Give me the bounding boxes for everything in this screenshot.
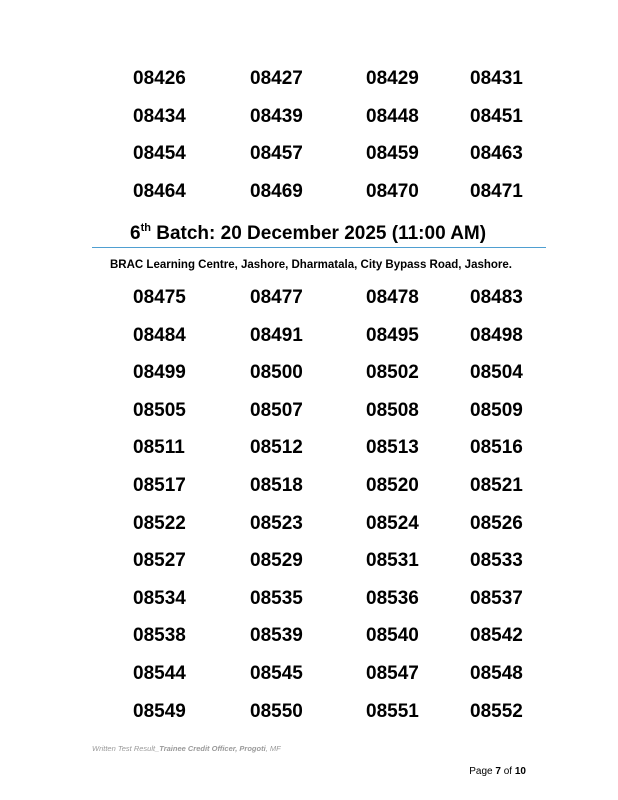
roll-number: 08544	[133, 663, 186, 684]
roll-number-row	[0, 177, 618, 207]
page-number	[469, 766, 526, 777]
footer-title-prefix: Written Test Result_	[92, 744, 160, 753]
roll-number-row	[0, 283, 618, 313]
batch-ordinal-suffix: th	[140, 222, 151, 234]
roll-number-row	[0, 321, 618, 351]
roll-number: 08511	[133, 437, 185, 459]
page-label: Page	[469, 766, 496, 777]
roll-number: 08470	[366, 181, 419, 203]
roll-number: 08535	[250, 587, 303, 609]
roll-number: 08534	[133, 587, 186, 609]
roll-number: 08539	[250, 625, 303, 647]
roll-number: 08427	[250, 68, 303, 89]
roll-number: 08463	[470, 143, 523, 165]
roll-number: 08498	[470, 324, 523, 346]
roll-number: 08522	[133, 512, 186, 534]
roll-number: 08521	[470, 475, 523, 496]
roll-number: 08475	[133, 287, 186, 308]
batch-heading	[130, 220, 486, 248]
roll-number: 08469	[250, 181, 303, 203]
roll-number-row	[0, 509, 618, 539]
roll-number: 08504	[470, 362, 523, 384]
roll-number: 08523	[250, 512, 303, 534]
roll-number: 08517	[133, 475, 186, 496]
roll-number: 08538	[133, 625, 186, 647]
page-of: of	[500, 766, 515, 777]
roll-number: 08547	[366, 663, 419, 684]
page-total: 10	[514, 766, 526, 777]
roll-number: 08512	[250, 437, 303, 459]
roll-number-row	[0, 471, 618, 501]
roll-number: 08451	[470, 105, 523, 127]
batch-venue: BRAC Learning Centre, Jashore, Dharmatala, City Bypass Road, Jashore.	[110, 259, 512, 271]
roll-number: 08464	[133, 181, 186, 203]
roll-number: 08526	[470, 512, 523, 534]
roll-number: 08495	[366, 324, 419, 346]
roll-number: 08524	[366, 512, 419, 534]
roll-number: 08478	[366, 287, 419, 308]
roll-number-row	[0, 697, 618, 727]
roll-number: 08542	[470, 625, 523, 647]
roll-number: 08439	[250, 105, 303, 127]
roll-number-row	[0, 64, 618, 94]
roll-number: 08502	[366, 362, 419, 384]
roll-number: 08499	[133, 362, 186, 384]
roll-number-row	[0, 433, 618, 463]
roll-number: 08516	[470, 437, 523, 459]
page-current: 7	[495, 766, 501, 777]
roll-number-row	[0, 659, 618, 689]
footer-title-suffix: , MF	[265, 744, 281, 753]
roll-number: 08431	[470, 68, 523, 89]
roll-number: 08484	[133, 324, 186, 346]
roll-number: 08548	[470, 663, 523, 684]
roll-number: 08448	[366, 105, 419, 127]
roll-number: 08520	[366, 475, 419, 496]
roll-number: 08536	[366, 587, 419, 609]
roll-number: 08491	[250, 324, 303, 346]
roll-number-row	[0, 621, 618, 651]
roll-number: 08459	[366, 143, 419, 165]
roll-number: 08545	[250, 663, 303, 684]
roll-number: 08483	[470, 287, 523, 308]
roll-number: 08518	[250, 475, 303, 496]
roll-number: 08505	[133, 399, 186, 421]
roll-number: 08429	[366, 68, 419, 89]
roll-number-row	[0, 546, 618, 576]
roll-number: 08550	[250, 700, 303, 722]
roll-number-row	[0, 102, 618, 132]
roll-number: 08552	[470, 700, 523, 722]
roll-number: 08540	[366, 625, 419, 647]
roll-number: 08471	[470, 181, 523, 203]
roll-number: 08508	[366, 399, 419, 421]
roll-number: 08507	[250, 399, 303, 421]
footer-title-position: Trainee Credit Officer, Progoti	[159, 744, 266, 753]
roll-number-row	[0, 358, 618, 388]
roll-number: 08509	[470, 399, 523, 421]
batch-number: 6	[130, 223, 141, 244]
roll-number: 08549	[133, 700, 186, 722]
roll-number: 08551	[366, 700, 419, 722]
roll-number: 08477	[250, 287, 303, 308]
footer-document-title	[92, 744, 281, 753]
roll-number: 08513	[366, 437, 419, 459]
roll-number-row	[0, 139, 618, 169]
roll-number: 08426	[133, 68, 186, 89]
heading-divider	[92, 247, 546, 248]
roll-number: 08527	[133, 550, 186, 572]
roll-number: 08531	[366, 550, 419, 572]
roll-number-row	[0, 584, 618, 614]
roll-number: 08454	[133, 143, 186, 165]
batch-date-time: Batch: 20 December 2025 (11:00 AM)	[150, 223, 487, 244]
roll-number: 08533	[470, 550, 523, 572]
roll-number-row	[0, 396, 618, 426]
roll-number: 08537	[470, 587, 523, 609]
roll-number: 08457	[250, 143, 303, 165]
roll-number: 08529	[250, 550, 303, 572]
roll-number: 08434	[133, 105, 186, 127]
roll-number: 08500	[250, 362, 303, 384]
